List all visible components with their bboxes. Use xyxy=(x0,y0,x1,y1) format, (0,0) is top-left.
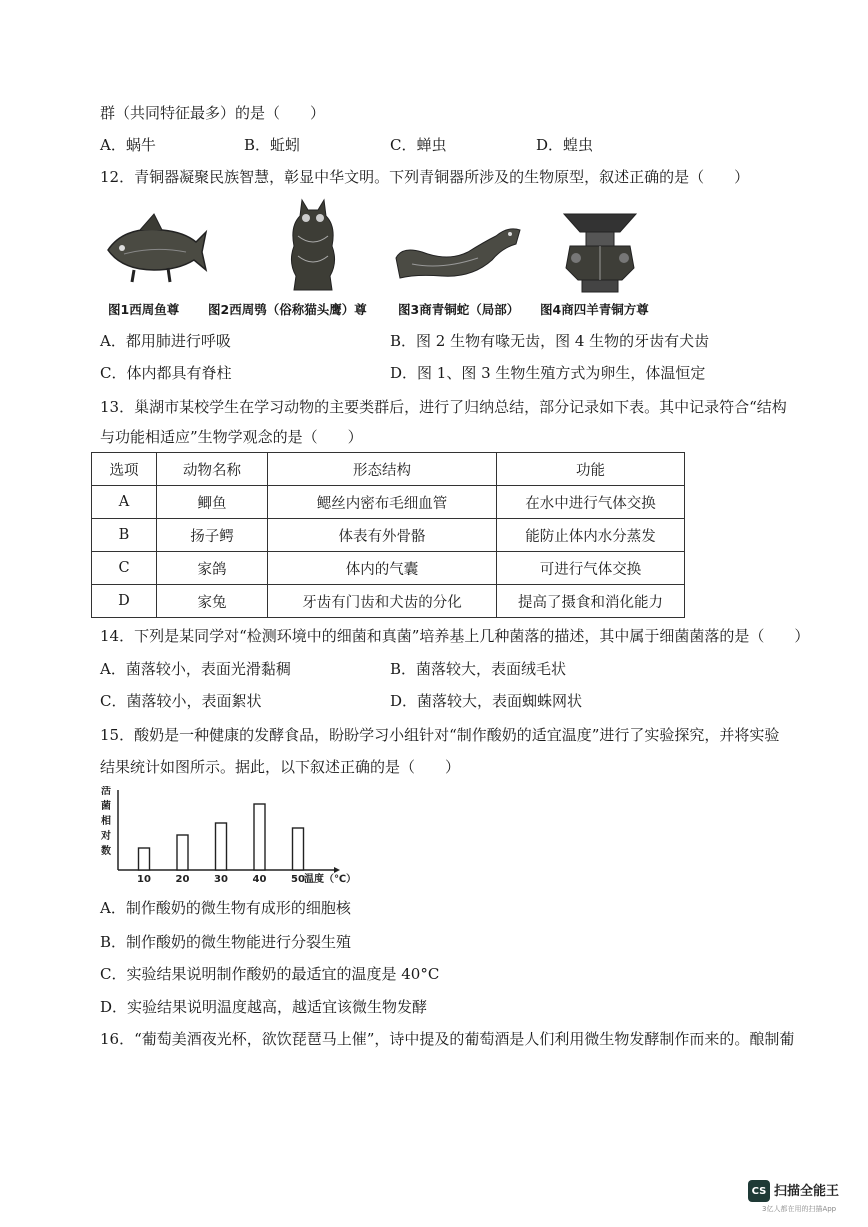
q14-option-c: C．菌落较小，表面絮状 xyxy=(100,692,262,710)
chart-bar xyxy=(216,823,227,870)
table-cell: 家兔 xyxy=(157,585,268,618)
q15-option-a: A．制作酸奶的微生物有成形的细胞核 xyxy=(100,899,351,917)
x-axis-arrow xyxy=(334,867,340,873)
y-axis-label-char: 相 xyxy=(101,816,111,827)
table-header-cell: 选项 xyxy=(92,453,157,486)
q15-option-d: D．实验结果说明温度越高，越适宜该微生物发酵 xyxy=(100,998,428,1016)
y-axis-label-char: 数 xyxy=(101,846,111,857)
q12-stem: 12．青铜器凝聚民族智慧，彰显中华文明。下列青铜器所涉及的生物原型，叙述正确的是（ ） xyxy=(100,168,750,186)
table-cell: B xyxy=(92,519,157,552)
q15-stem-line2: 结果统计如图所示。据此，以下叙述正确的是（ ） xyxy=(100,758,461,776)
table-cell: C xyxy=(92,552,157,585)
table-header-cell: 动物名称 xyxy=(157,453,268,486)
table-cell: 可进行气体交换 xyxy=(497,552,685,585)
caption-fig4: 图4商四羊青铜方尊 xyxy=(540,302,649,317)
table-cell: 提高了摄食和消化能力 xyxy=(497,585,685,618)
q15-option-b: B．制作酸奶的微生物能进行分裂生殖 xyxy=(100,933,352,951)
q11-option-b: B．蚯蚓 xyxy=(244,136,301,154)
q14-option-a: A．菌落较小，表面光滑黏稠 xyxy=(100,660,291,678)
table-row xyxy=(92,552,685,585)
q16-stem: 16．“葡萄美酒夜光杯，欲饮琵琶马上催”，诗中提及的葡萄酒是人们利用微生物发酵制作而来的。酿制葡 xyxy=(100,1030,795,1048)
y-axis-label-char: 活 xyxy=(101,786,111,797)
q12-option-d: D．图 1、图 3 生物生殖方式为卵生，体温恒定 xyxy=(390,364,706,382)
watermark-app-name: 扫描全能王 xyxy=(774,1184,840,1199)
q14-option-b: B．菌落较大，表面绒毛状 xyxy=(390,660,567,678)
caption-fig3: 图3商青铜蛇（局部） xyxy=(398,302,520,317)
figure-four-ram-zun xyxy=(562,210,638,298)
chart-bar xyxy=(139,848,150,870)
table-header-row xyxy=(92,453,685,486)
chart-bar xyxy=(177,835,188,870)
q11-stem-tail: 群（共同特征最多）的是（ ） xyxy=(100,104,326,122)
table-row xyxy=(92,585,685,618)
figure-fish-vessel xyxy=(104,208,208,292)
table-cell: 在水中进行气体交换 xyxy=(497,486,685,519)
x-tick-label: 50 xyxy=(291,874,305,885)
chart-bar xyxy=(254,804,265,870)
caption-fig1: 图1西周鱼尊 xyxy=(108,302,180,317)
x-tick-label: 10 xyxy=(137,874,151,885)
table-header-cell: 形态结构 xyxy=(268,453,497,486)
table-row xyxy=(92,519,685,552)
y-axis-label-char: 对 xyxy=(101,831,111,842)
q13-table xyxy=(91,452,685,618)
q12-option-b: B．图 2 生物有喙无齿，图 4 生物的牙齿有犬齿 xyxy=(390,332,710,350)
q15-stem-line1: 15．酸奶是一种健康的发酵食品，盼盼学习小组针对“制作酸奶的适宜温度”进行了实验探究，并将实验 xyxy=(100,726,780,744)
x-tick-label: 20 xyxy=(175,874,190,885)
q11-option-d: D．蝗虫 xyxy=(536,136,594,154)
table-cell: 家鸽 xyxy=(157,552,268,585)
chart-svg xyxy=(98,786,388,886)
table-cell: A xyxy=(92,486,157,519)
q13-stem-line1: 13．巢湖市某校学生在学习动物的主要类群后，进行了归纳总结，部分记录如下表。其中记录符合“结构 xyxy=(100,398,787,416)
chart-bar xyxy=(293,828,304,870)
table-cell: 鳃丝内密布毛细血管 xyxy=(268,486,497,519)
q12-option-a: A．都用肺进行呼吸 xyxy=(100,332,231,350)
q13-stem-line2: 与功能相适应”生物学观念的是（ ） xyxy=(100,428,363,446)
figure-owl-vessel xyxy=(282,196,344,296)
q12-option-c: C．体内都具有脊柱 xyxy=(100,364,232,382)
table-cell: 体表有外骨骼 xyxy=(268,519,497,552)
table-cell: D xyxy=(92,585,157,618)
caption-fig2: 图2西周鸮（俗称猫头鹰）尊 xyxy=(208,302,367,317)
figure-snake-bronze xyxy=(392,222,524,288)
q11-option-c: C．蝉虫 xyxy=(390,136,447,154)
table-cell: 牙齿有门齿和犬齿的分化 xyxy=(268,585,497,618)
watermark-tagline: 3亿人都在用的扫描App xyxy=(762,1205,837,1213)
table-cell: 能防止体内水分蒸发 xyxy=(497,519,685,552)
x-tick-label: 30 xyxy=(214,874,228,885)
q15-bar-chart xyxy=(98,786,388,890)
table-row xyxy=(92,486,685,519)
table-cell: 体内的气囊 xyxy=(268,552,497,585)
camscanner-logo-icon: CS xyxy=(748,1180,770,1202)
q11-option-a: A．蜗牛 xyxy=(100,136,156,154)
y-axis-label-char: 菌 xyxy=(101,801,111,812)
x-tick-label: 40 xyxy=(252,874,267,885)
y-axis-label xyxy=(100,786,111,857)
table-cell: 鲫鱼 xyxy=(157,486,268,519)
q14-stem: 14．下列是某同学对“检测环境中的细菌和真菌”培养基上几种菌落的描述，其中属于细菌菌落的是（ ） xyxy=(100,627,810,645)
x-axis-label: 温度（℃） xyxy=(304,874,357,885)
table-cell: 扬子鳄 xyxy=(157,519,268,552)
q14-option-d: D．菌落较大，表面蜘蛛网状 xyxy=(390,692,583,710)
q15-option-c: C．实验结果说明制作酸奶的最适宜的温度是 40°C xyxy=(100,965,440,983)
table-header-cell: 功能 xyxy=(497,453,685,486)
